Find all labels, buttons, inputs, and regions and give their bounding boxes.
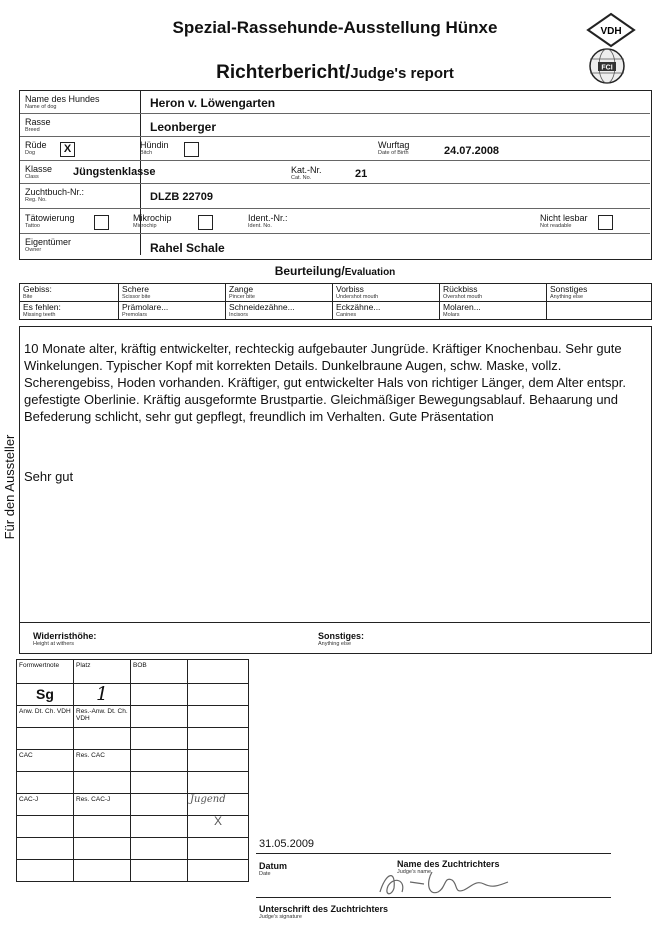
grid-cell (188, 684, 249, 706)
cacj-label: CAC-J (17, 794, 74, 816)
bite-cell: Gebiss: Bite (20, 284, 119, 302)
bite-row (20, 284, 652, 302)
class-value: Jüngstenklasse (73, 166, 156, 178)
bite-other-cell[interactable]: Sonstiges Anything else (547, 284, 652, 302)
anw-dt-label: Anw. Dt. Ch. VDH (17, 706, 74, 728)
breed-label: Rasse Breed (25, 117, 51, 133)
tattoo-label: Tätowierung Tattoo (25, 213, 75, 229)
place-value: 1 (74, 684, 131, 706)
judge-name-label: Name des Zuchtrichters Judge's name (397, 859, 500, 875)
side-label: Für den Aussteller (2, 434, 17, 540)
missing-other-cell[interactable] (547, 302, 652, 320)
vdh-logo (586, 12, 636, 48)
bob-value[interactable] (131, 684, 188, 706)
molars-cell[interactable]: Molaren... Molars (440, 302, 547, 320)
catno-value: 21 (355, 168, 368, 180)
vdh-logo-text: VDH (600, 26, 622, 37)
placement-table (16, 659, 249, 882)
owner-label: Eigentümer Owner (25, 237, 72, 253)
pincer-cell[interactable]: Zange Pincer bite (226, 284, 333, 302)
evaluation-title: Beurteilung/Evaluation (274, 264, 396, 278)
male-label: Rüde Dog (25, 140, 47, 156)
litter-date: 24.07.2008 (444, 145, 500, 157)
signature-label: Unterschrift des Zuchtrichters Judge's signature (259, 904, 389, 920)
breed-value: Leonberger (150, 120, 217, 134)
handwritten-note: Jugend (188, 794, 249, 816)
microchip-checkbox[interactable] (198, 215, 213, 230)
fci-logo-text: FCI (601, 64, 613, 72)
show-title: Spezial-Rassehunde-Ausstellung Hünxe (172, 18, 498, 37)
report-date: 31.05.2009 (259, 838, 315, 850)
unreadable-label: Nicht lesbar Not readable (540, 213, 588, 229)
overshot-cell[interactable]: Rückbiss Overshot mouth (440, 284, 547, 302)
owner-value: Rahel Schale (150, 241, 225, 255)
report-title-de: Richterbericht/ (216, 62, 351, 83)
incisors-cell[interactable]: Schneidezähne... Incisors (226, 302, 333, 320)
name-label: Name des Hundes Name of dog (25, 94, 100, 110)
unreadable-checkbox[interactable] (598, 215, 613, 230)
bite-table (19, 283, 652, 320)
litter-date-label: Wurftag Date of Birth (378, 140, 410, 156)
res-anw-dt-label: Res.-Anw. Dt. Ch. VDH (74, 706, 131, 728)
missing-cell: Es fehlen: Missing teeth (20, 302, 119, 320)
female-checkbox[interactable] (184, 142, 199, 157)
studbook-label: Zuchtbuch-Nr.: Reg. No. (25, 187, 85, 203)
report-title-en: Judge's report (350, 65, 454, 82)
bob-label: BOB (131, 660, 188, 684)
catno-label: Kat.-Nr. Cat. No. (291, 165, 322, 181)
res-cac-label: Res. CAC (74, 750, 131, 772)
class-label: Klasse Class (25, 164, 53, 180)
place-label: Platz (74, 660, 131, 684)
microchip-label: Mikrochip Microchip (133, 213, 172, 229)
grade-value: Sg (17, 684, 74, 706)
report-title (0, 62, 670, 84)
ident-label: Ident.-Nr.: Ident. No. (248, 213, 288, 229)
missing-teeth-row (20, 302, 652, 320)
studbook-value: DLZB 22709 (150, 191, 213, 203)
grid-cell (188, 706, 249, 728)
handwritten-mark: X (188, 816, 249, 838)
res-cacj-label: Res. CAC-J (74, 794, 131, 816)
undershot-cell[interactable]: Vorbiss Undershot mouth (333, 284, 440, 302)
evaluation-verdict: Sehr gut (24, 469, 74, 484)
fci-logo (587, 47, 627, 85)
cac-label: CAC (17, 750, 74, 772)
date-label: Datum Date (259, 861, 288, 877)
canines-cell[interactable]: Eckzähne... Canines (333, 302, 440, 320)
grade-label: Formwertnote (17, 660, 74, 684)
dog-name: Heron v. Löwengarten (150, 96, 276, 110)
tattoo-checkbox[interactable] (94, 215, 109, 230)
evaluation-text: 10 Monate alter, kräftig entwickelter, rechteckig aufgebauter Jungrüde. Kräftiger Knochenbau. Sehr gute Winkelungen. Typischer Kopf mit korrekten Details. Dunkelbraune Augen, schw. Maske, vollz. Scherengebiss, Hoden vorhanden. Kräftiger, gut entwickelter Hals von richtiger Länger, dem Alter entspr. gefestigte Oberlinie. Kräftig ausgeformte Brustpartie. Gleichmäßiger Bewegungsablauf. Behaarung und Befederung schlicht, sehr gut gepflegt, freundlich im Verhalten. Gute Präsentation (24, 341, 626, 424)
male-checkbox[interactable]: X (60, 142, 75, 157)
other-label: Sonstiges: Anything else (318, 631, 365, 647)
premolars-cell[interactable]: Prämolare... Premolars (119, 302, 226, 320)
height-label: Widerristhöhe: Height at withers (33, 631, 97, 647)
grid-cell (188, 660, 249, 684)
grid-cell (131, 706, 188, 728)
female-label: Hündin Bitch (140, 140, 169, 156)
scissor-cell[interactable]: Schere Scissor bite (119, 284, 226, 302)
